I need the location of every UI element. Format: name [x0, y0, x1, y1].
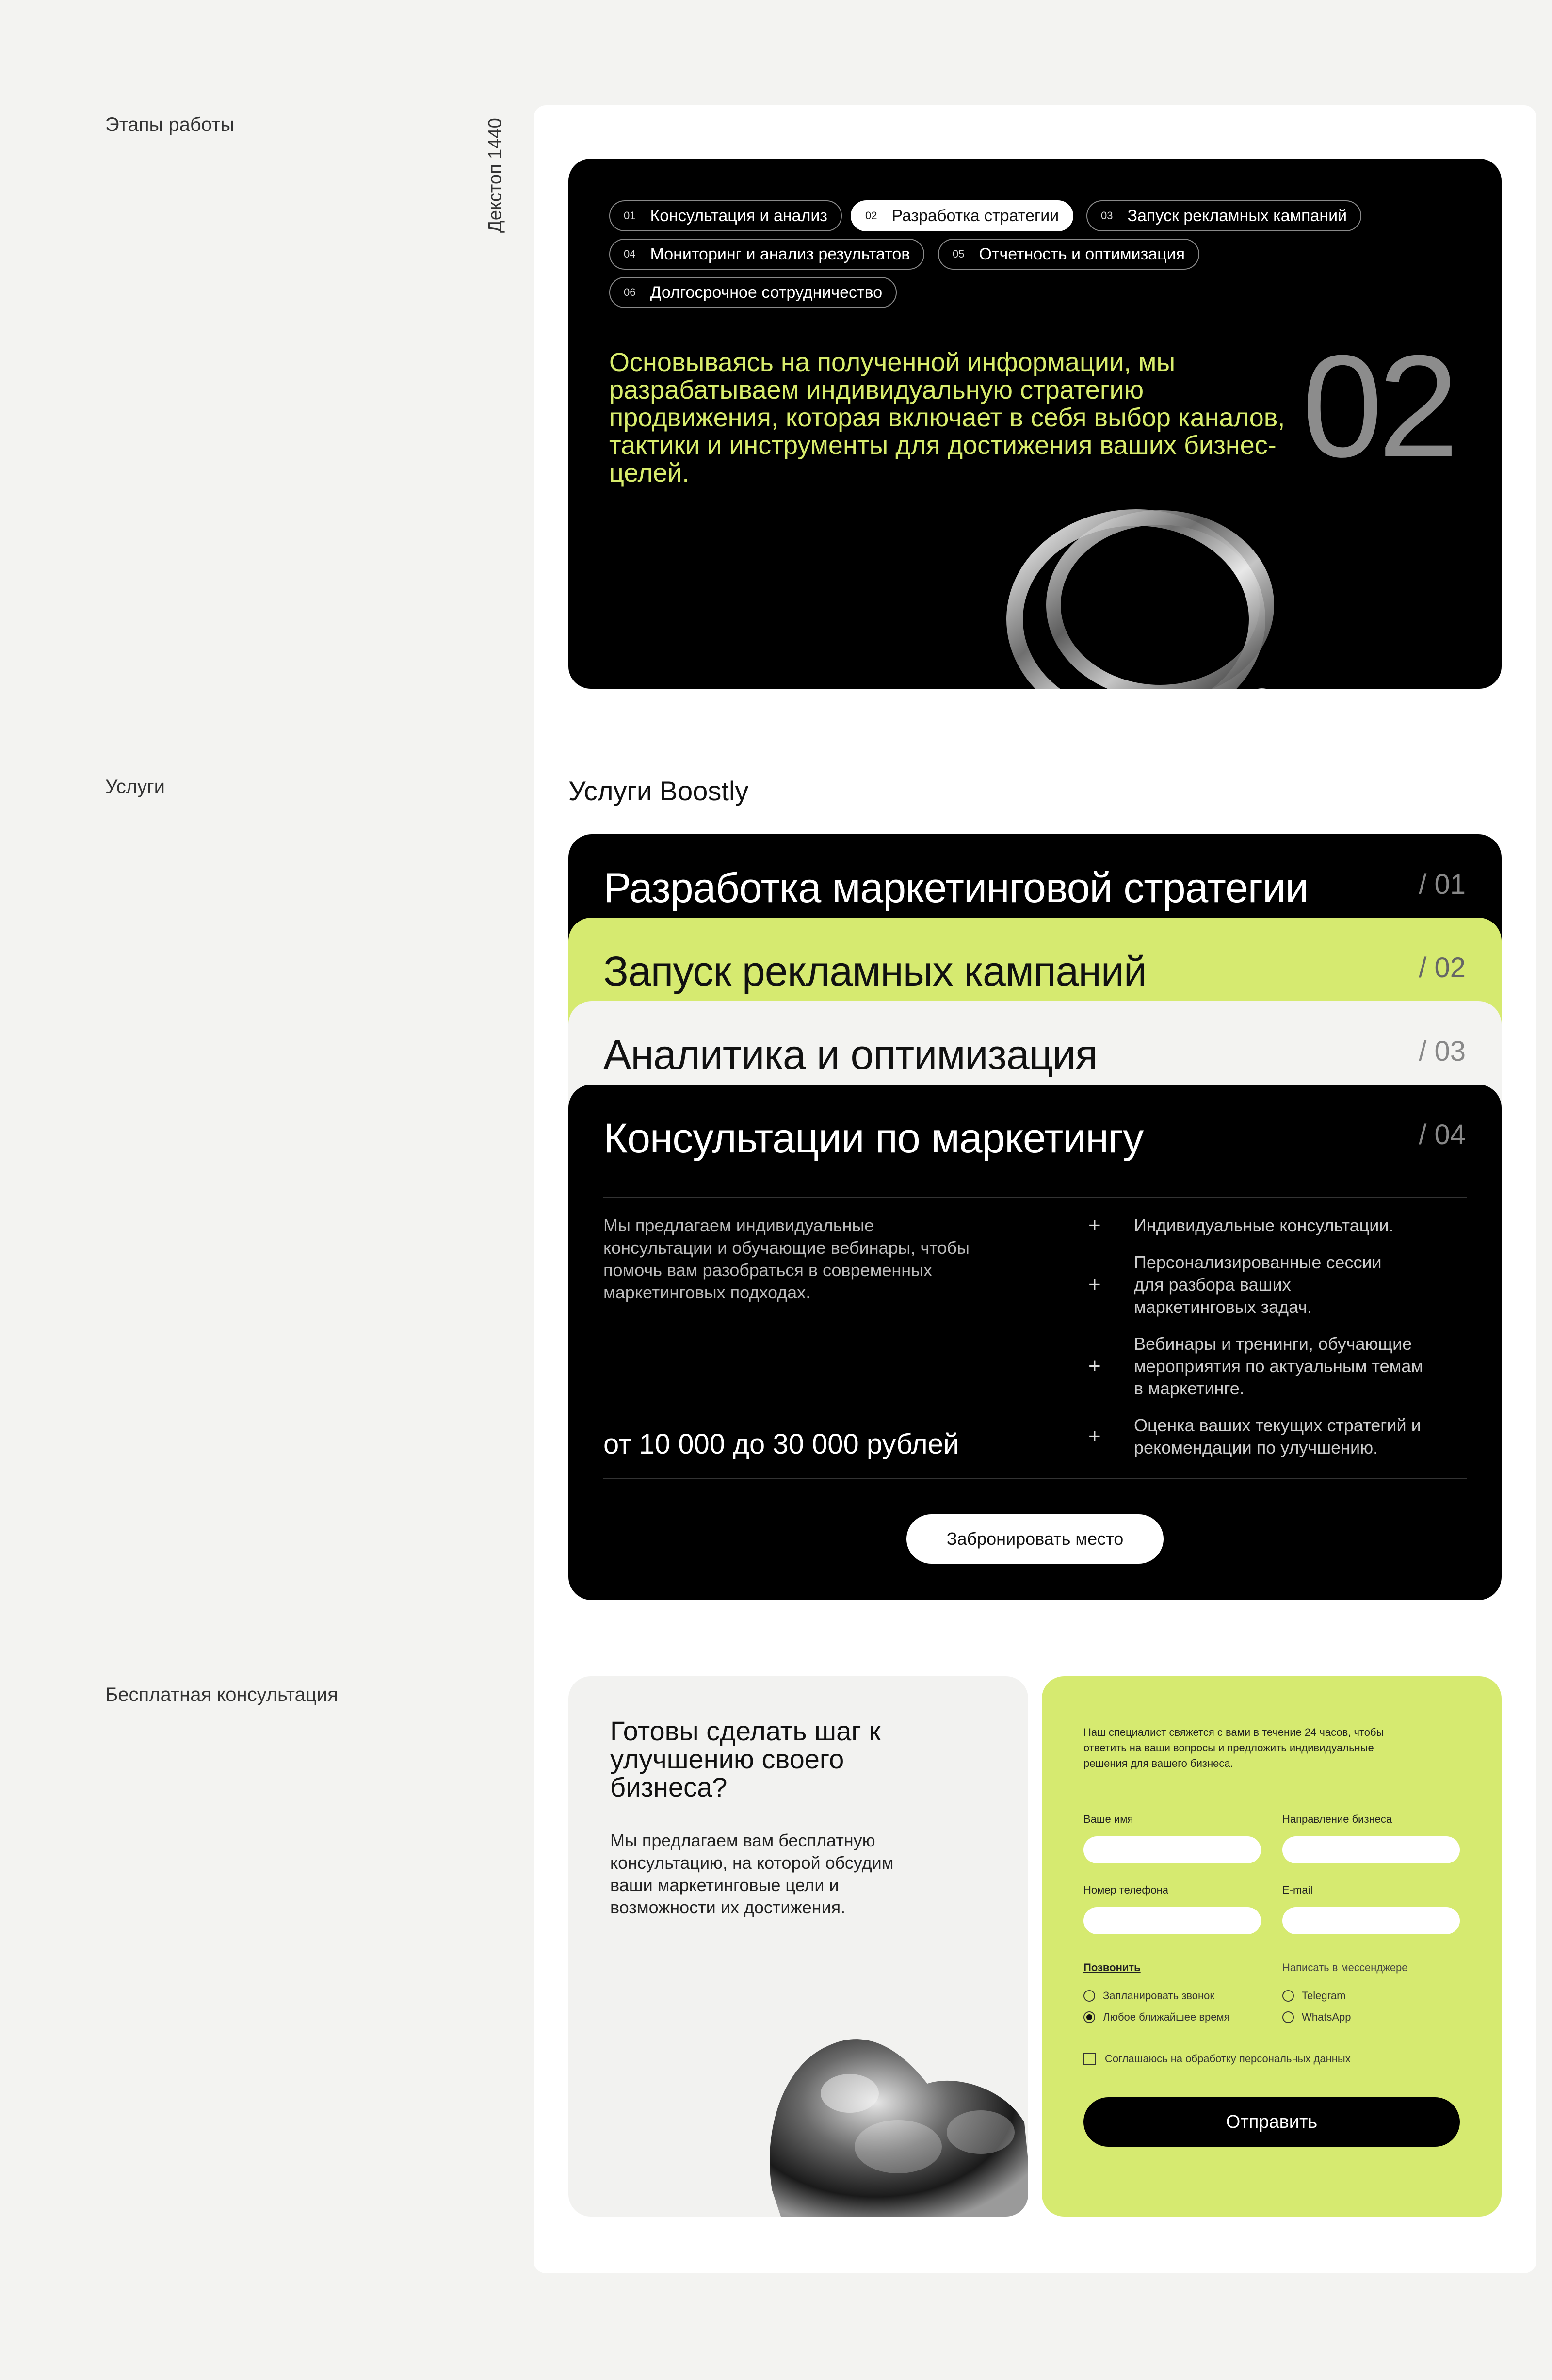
- stages-card: [568, 159, 1502, 689]
- service-name: Консультации по маркетингу: [603, 1115, 1144, 1162]
- stage-tab-6[interactable]: 06 Долгосрочное сотрудничество: [609, 277, 897, 308]
- service-index: / 03: [1419, 1036, 1466, 1067]
- plus-icon: +: [1088, 1425, 1101, 1448]
- services-title: Услуги Boostly: [568, 776, 749, 806]
- section-label-consultation: Бесплатная консультация: [105, 1684, 338, 1705]
- tab-call[interactable]: Позвонить: [1083, 1961, 1141, 1974]
- consultation-text: Мы предлагаем вам бесплатную консультацию, на которой обсудим ваши маркетинговые цели и возможности их достижения.: [610, 1830, 894, 1917]
- stage-tab-2[interactable]: 02 Разработка стратегии: [851, 200, 1073, 231]
- stage-number: 02: [1302, 324, 1454, 487]
- service-index: / 02: [1419, 952, 1466, 984]
- glass-blob-image: [753, 1987, 1028, 2217]
- service-index: / 01: [1419, 869, 1466, 900]
- section-label-stages: Этапы работы: [105, 114, 235, 135]
- name-field[interactable]: [1083, 1836, 1261, 1863]
- submit-button[interactable]: Отправить: [1083, 2097, 1460, 2147]
- radio-telegram[interactable]: Telegram: [1282, 1990, 1345, 2002]
- service-name: Аналитика и оптимизация: [603, 1032, 1098, 1078]
- stage-tab-3[interactable]: 03 Запуск рекламных кампаний: [1086, 200, 1361, 231]
- radio-whatsapp[interactable]: WhatsApp: [1282, 2011, 1351, 2024]
- service-description: Мы предлагаем индивидуальные консультации и обучающие вебинары, чтобы помочь вам разобраться в современных маркетинговых подходах.: [603, 1215, 970, 1302]
- plus-icon: +: [1088, 1354, 1101, 1378]
- service-bullet: + Вебинары и тренинги, обучающие мероприятия по актуальным темам в маркетинге.: [1088, 1334, 1423, 1398]
- consultation-form-card: [1042, 1676, 1502, 2217]
- radio-icon: [1282, 1990, 1294, 2002]
- phone-label: Номер телефона: [1083, 1884, 1168, 1896]
- radio-icon: [1282, 2011, 1294, 2023]
- service-bullet: + Персонализированные сессии для разбора ваших маркетинговых задач.: [1088, 1252, 1382, 1317]
- checkbox-icon: [1083, 2053, 1096, 2065]
- frame-label: Декстоп 1440: [485, 118, 505, 233]
- business-label: Направление бизнеса: [1282, 1813, 1392, 1825]
- phone-field[interactable]: [1083, 1907, 1261, 1934]
- business-field[interactable]: [1282, 1836, 1460, 1863]
- radio-any-time[interactable]: Любое ближайшее время: [1083, 2011, 1230, 2024]
- radio-schedule-call[interactable]: Запланировать звонок: [1083, 1990, 1214, 2002]
- divider: [603, 1478, 1467, 1479]
- stage-tab-5[interactable]: 05 Отчетность и оптимизация: [938, 239, 1199, 270]
- email-label: E-mail: [1282, 1884, 1313, 1896]
- service-card-4-expanded[interactable]: [568, 1085, 1502, 1600]
- service-bullet: + Индивидуальные консультации.: [1088, 1214, 1394, 1237]
- stage-tab-1[interactable]: 01 Консультация и анализ: [609, 200, 842, 231]
- consent-checkbox[interactable]: Соглашаюсь на обработку персональных данных: [1083, 2053, 1351, 2065]
- service-name: Разработка маркетинговой стратегии: [603, 865, 1309, 911]
- service-bullet: + Оценка ваших текущих стратегий и рекомендации по улучшению.: [1088, 1415, 1421, 1457]
- chrome-ring-image: [976, 493, 1277, 689]
- radio-icon: [1083, 1990, 1095, 2002]
- service-price: от 10 000 до 30 000 рублей: [603, 1428, 959, 1460]
- book-button[interactable]: Забронировать место: [906, 1514, 1164, 1564]
- consultation-info-card: [568, 1676, 1028, 2217]
- service-name: Запуск рекламных кампаний: [603, 948, 1147, 995]
- section-label-services: Услуги: [105, 776, 165, 797]
- name-label: Ваше имя: [1083, 1813, 1133, 1825]
- plus-icon: +: [1088, 1214, 1101, 1237]
- plus-icon: +: [1088, 1273, 1101, 1296]
- form-intro: Наш специалист свяжется с вами в течение 24 часов, чтобы ответить на ваши вопросы и предложить индивидуальные решения для вашего бизнеса.: [1083, 1726, 1384, 1769]
- stage-description: Основываясь на полученной информации, мы разрабатываем индивидуальную стратегию продвижения, которая включает в себя выбор каналов, тактики и инструменты для достижения ваших бизнес-целей.: [609, 348, 1285, 487]
- service-index: / 04: [1419, 1119, 1466, 1150]
- email-field[interactable]: [1282, 1907, 1460, 1934]
- radio-checked-icon: [1083, 2011, 1095, 2023]
- stage-tab-4[interactable]: 04 Мониторинг и анализ результатов: [609, 239, 924, 270]
- divider: [603, 1197, 1467, 1198]
- consultation-heading: Готовы сделать шаг к улучшению своего бизнеса?: [610, 1716, 881, 1802]
- tab-messenger[interactable]: Написать в мессенджере: [1282, 1961, 1408, 1974]
